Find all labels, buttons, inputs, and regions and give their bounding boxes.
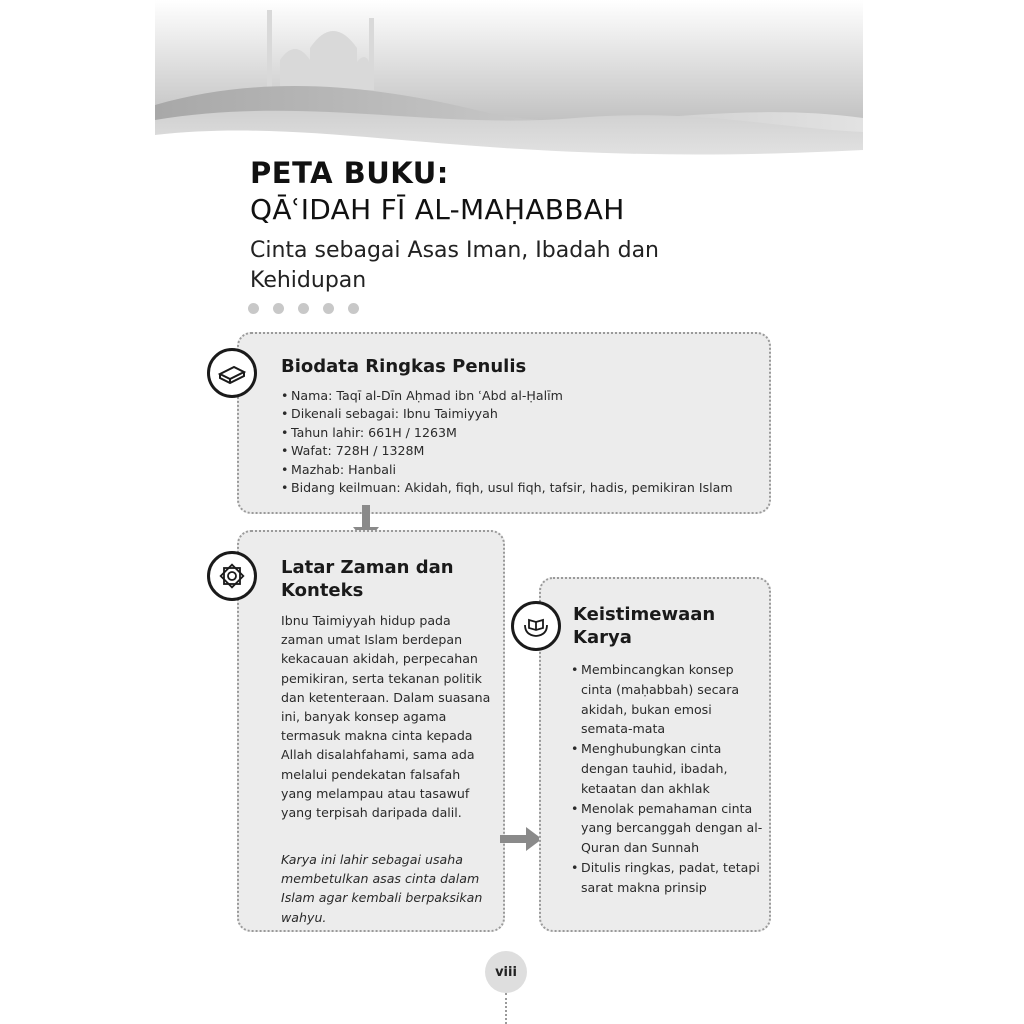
decorative-dots [248,303,359,314]
list-item: • Mazhab: Hanbali [281,461,771,479]
book-subtitle: Cinta sebagai Asas Iman, Ibadah dan Kehidupan [250,238,659,293]
list-item: • Wafat: 728H / 1328M [281,442,771,460]
biodata-list [281,387,771,497]
list-item: • Nama: Taqī al-Dīn Aḥmad ibn ʿAbd al-Ḥalīm [281,387,771,405]
list-item: • Membincangkan konsep cinta (maḥabbah) secara akidah, bukan emosi semata-mata [571,660,766,739]
latar-body: Ibnu Taimiyyah hidup pada zaman umat Islam berdepan kekacauan akidah, perpecahan pemikiran, serta tekanan politik dan ketenteraan. Dalam suasana ini, banyak konsep agama termasuk makna cinta kepada Allah disalahfahami, sama ada melalui pendekatan falsafah yang melampau atau tasawuf yang terpisah daripada dalil. [281,613,491,821]
list-item: • Dikenali sebagai: Ibnu Taimiyyah [281,405,771,423]
book-stack-icon [207,348,257,398]
list-item: • Menolak pemahaman cinta yang bercanggah dengan al-Quran dan Sunnah [571,799,766,858]
page-number: viii [485,951,527,993]
book-title: QĀʿIDAH FĪ AL-MAḤABBAH [250,193,625,226]
list-item: • Tahun lahir: 661H / 1263M [281,424,771,442]
latar-conclusion: Karya ini lahir sebagai usaha membetulkan asas cinta dalam Islam agar kembali berpaksikan wahyu. [281,852,483,925]
hands-book-icon [511,601,561,651]
list-item: • Bidang keilmuan: Akidah, fiqh, usul fiqh, tafsir, hadis, pemikiran Islam [281,479,771,497]
star-ornament-icon [207,551,257,601]
biodata-title: Biodata Ringkas Penulis [281,356,527,377]
arrow-right-icon [500,825,544,853]
page-number-line [505,993,507,1024]
keistimewaan-title: Keistimewaan Karya [573,604,716,648]
page-content [155,0,863,1024]
keistimewaan-list [571,660,766,898]
list-item: • Ditulis ringkas, padat, tetapi sarat makna prinsip [571,858,766,898]
page-title: PETA BUKU: [250,156,449,190]
latar-title: Latar Zaman dan Konteks [281,557,454,601]
list-item: • Menghubungkan cinta dengan tauhid, ibadah, ketaatan dan akhlak [571,739,766,798]
